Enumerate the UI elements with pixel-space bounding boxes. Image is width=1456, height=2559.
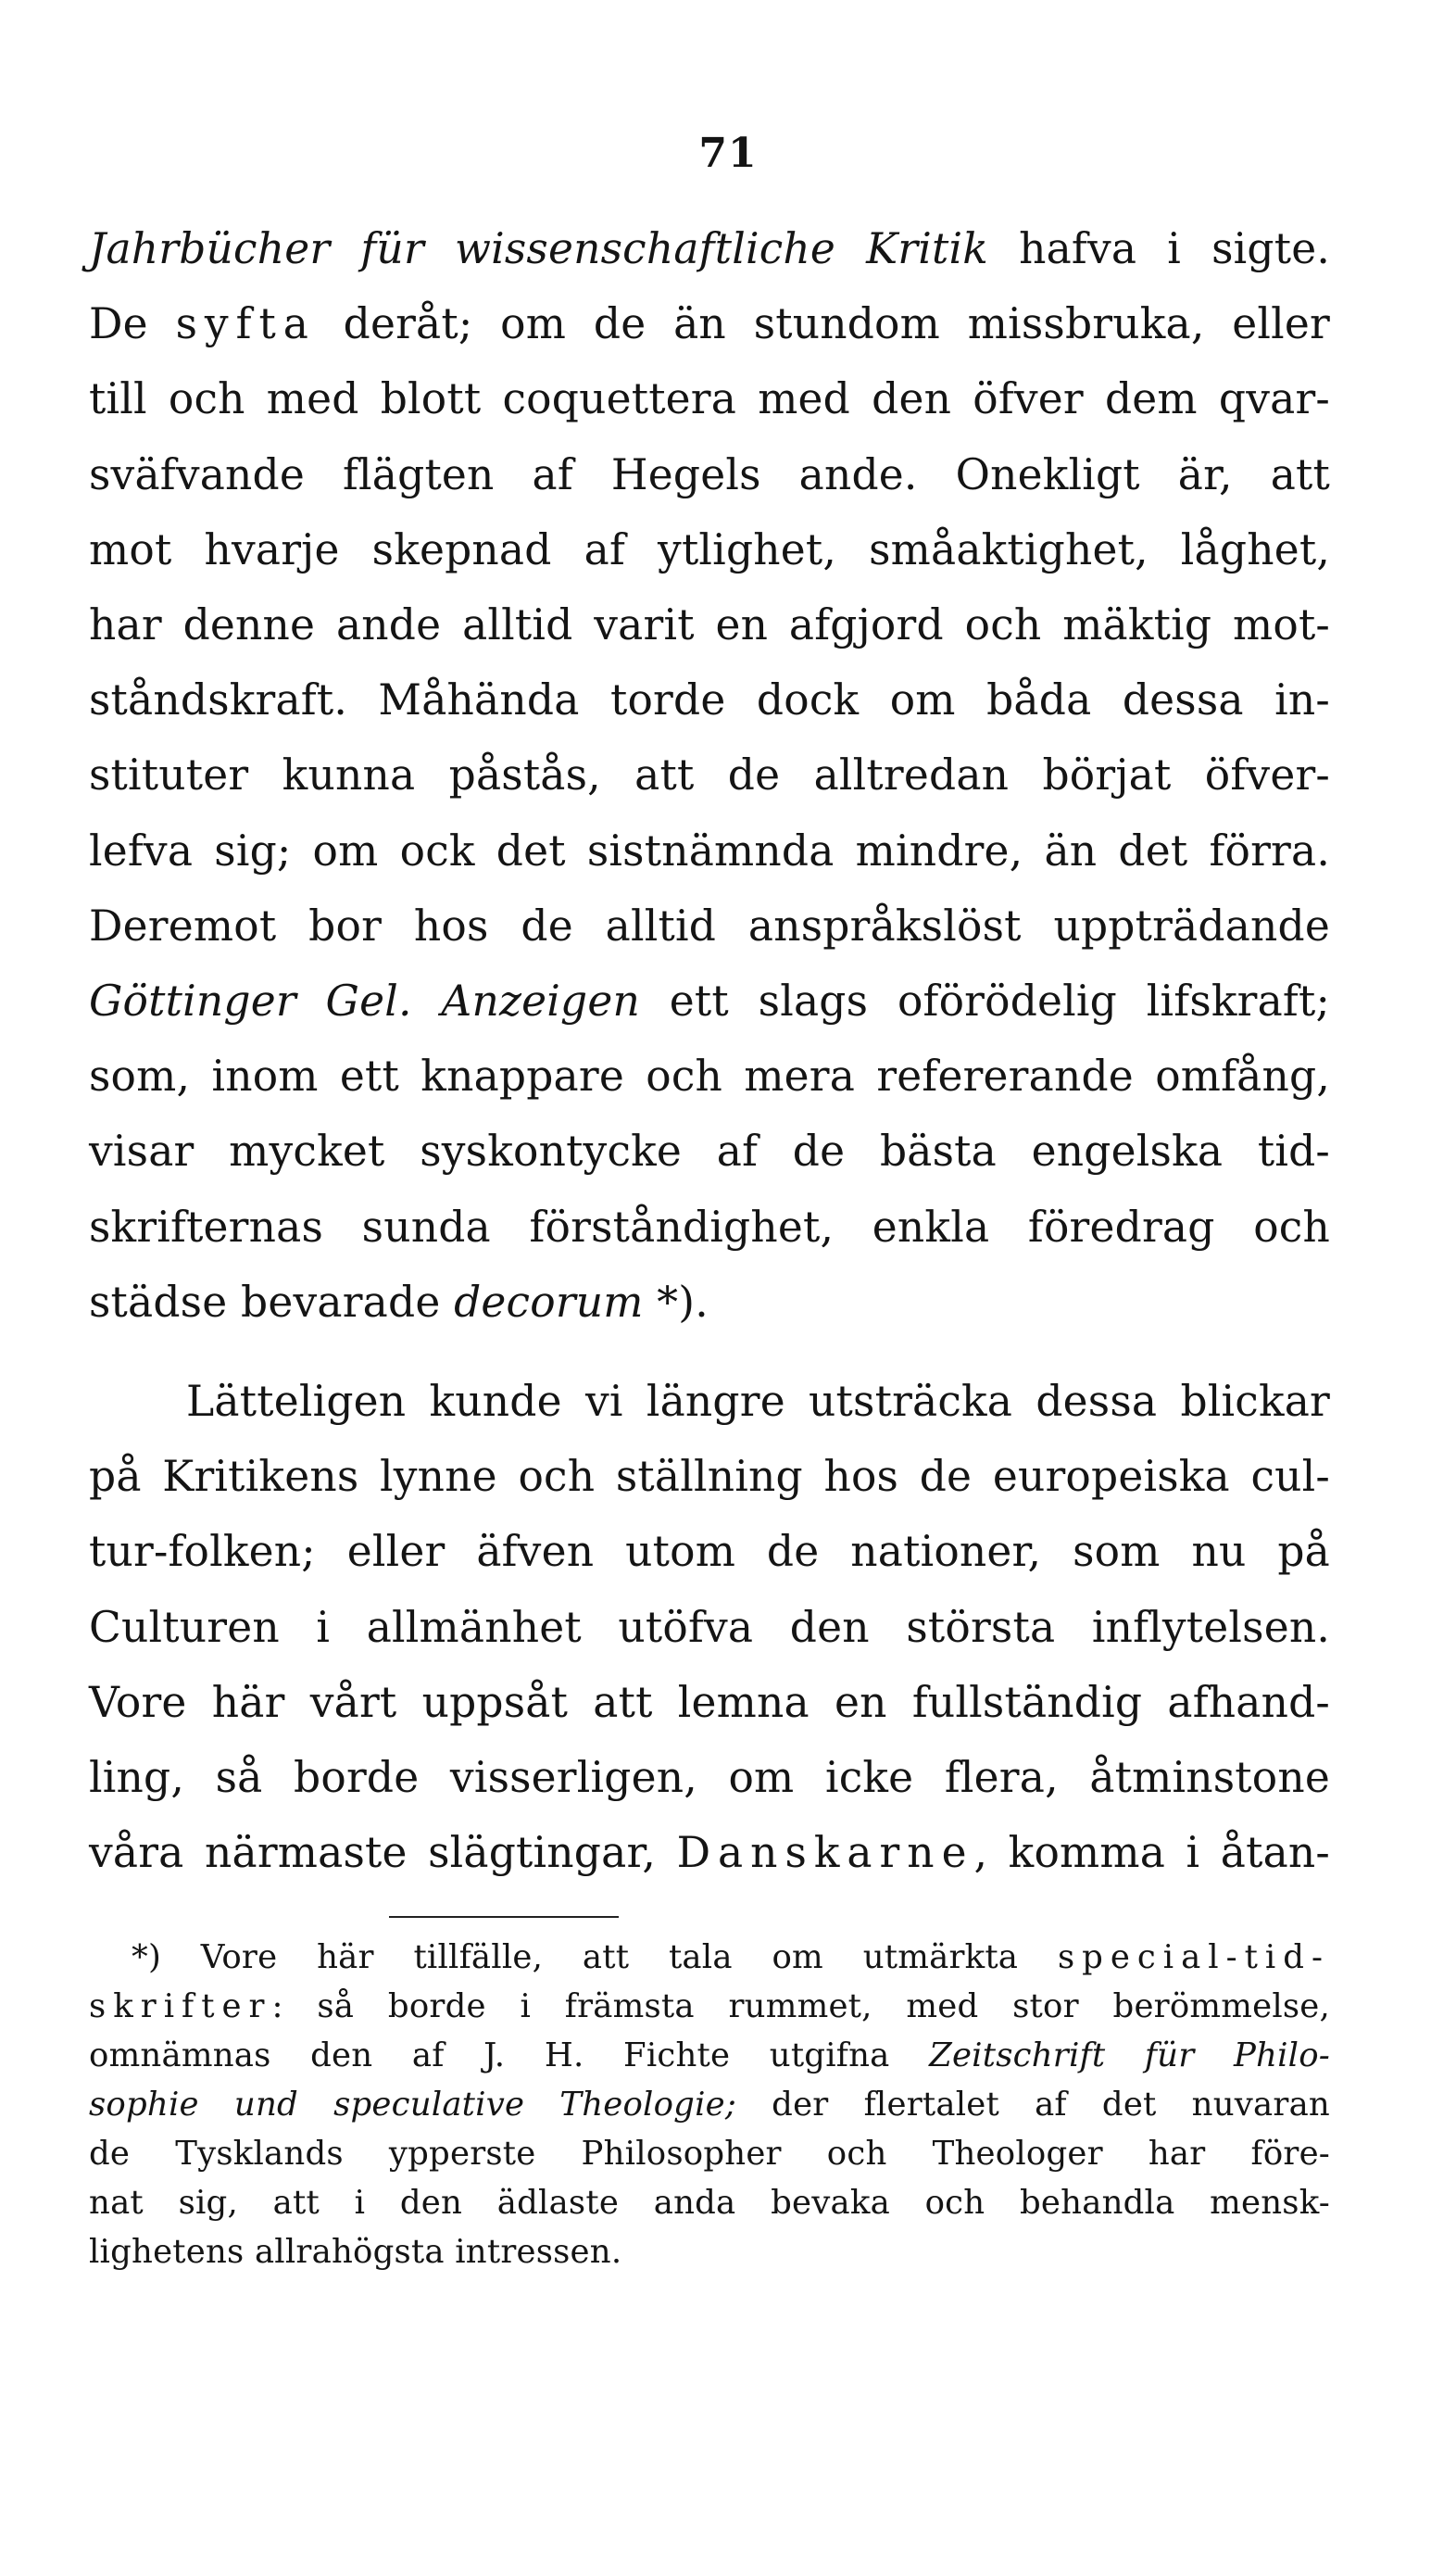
text-line: skrifternas sunda förståndighet, enkla föredrag och: [89, 1202, 1330, 1252]
text-line: har denne ande alltid varit en afgjord och mäktig mot-: [89, 600, 1330, 650]
text-line: våra närmaste slägtingar, Danskarne, komma i åtan-: [89, 1828, 1330, 1878]
journal-title: Jahrbücher für wissenschaftliche Kritik: [89, 224, 988, 273]
text-line: Göttinger Gel. Anzeigen ett slags oförödelig lifskraft;: [89, 977, 1330, 1027]
footnote-line: lighetens allrahögsta intressen.: [89, 2233, 622, 2271]
italic-term: decorum: [454, 1277, 644, 1327]
text-line: som, inom ett knappare och mera refererande omfång,: [89, 1052, 1330, 1102]
text-line: De syfta deråt; om de än stundom missbruka, eller: [89, 299, 1330, 349]
footnote-line: *) Vore här tillfälle, att tala om utmärkta special-tid-: [132, 1938, 1330, 1976]
footnote-divider: [389, 1916, 619, 1918]
spaced-word: Danskarne: [676, 1828, 974, 1878]
text-line: sväfvande flägten af Hegels ande. Onekligt är, att: [89, 449, 1330, 499]
text-line: städse bevarade decorum *).: [89, 1277, 709, 1327]
paragraph-1: [89, 211, 1330, 1340]
footnote-line: skrifter: så borde i främsta rummet, med stor berömmelse,: [89, 1987, 1330, 2025]
text-line: ling, så borde visserligen, om icke flera, åtminstone: [89, 1753, 1330, 1803]
footnote: [89, 1933, 1330, 2276]
footnote-line: sophie und speculative Theologie; der flertalet af det nuvaran: [89, 2086, 1330, 2124]
text-line: stituter kunna påstås, att de alltredan börjat öfver-: [89, 750, 1330, 800]
text-line: Deremot bor hos de alltid anspråkslöst uppträdande: [89, 901, 1330, 951]
spaced-word: skrifter: [89, 1987, 272, 2025]
text-line: mot hvarje skepnad af ytlighet, småaktighet, låghet,: [89, 524, 1330, 574]
text-line: ståndskraft. Måhända torde dock om båda dessa in-: [89, 675, 1330, 725]
text-line: till och med blott coquettera med den öfver dem qvar-: [89, 374, 1330, 424]
journal-title: Zeitschrift für Philo-: [929, 2036, 1330, 2074]
footnote-line: de Tysklands ypperste Philosopher och Theologer har före-: [89, 2135, 1330, 2173]
paragraph-gap: [89, 1340, 1330, 1364]
text-line: på Kritikens lynne och ställning hos de europeiska cul-: [89, 1452, 1330, 1502]
page-number: 71: [698, 130, 758, 177]
text-line: Jahrbücher für wissenschaftliche Kritik hafva i sigte.: [89, 224, 1331, 273]
text-line: Lätteligen kunde vi längre utsträcka dessa blickar: [186, 1377, 1330, 1427]
text-line: Culturen i allmänhet utöfva den största inflytelsen.: [89, 1602, 1330, 1652]
text-line: visar mycket syskontycke af de bästa engelska tid-: [89, 1127, 1330, 1177]
footnote-line: nat sig, att i den ädlaste anda bevaka och behandla mensk-: [89, 2184, 1330, 2222]
spaced-word: special-tid-: [1057, 1938, 1330, 1976]
text-line: Vore här vårt uppsåt att lemna en fullständig afhand-: [89, 1677, 1330, 1727]
paragraph-2: [89, 1364, 1330, 1890]
footnote-line: omnämnas den af J. H. Fichte utgifna Zeitschrift für Philo-: [89, 2036, 1330, 2074]
main-text: [89, 211, 1330, 1890]
text-line: tur-folken; eller äfven utom de nationer, som nu på: [89, 1527, 1330, 1577]
footnote-marker: *).: [643, 1277, 709, 1327]
text-line: lefva sig; om ock det sistnämnda mindre, än det förra.: [89, 826, 1330, 876]
journal-title: sophie und speculative Theologie;: [89, 2086, 737, 2124]
journal-title: Göttinger Gel. Anzeigen: [89, 977, 640, 1027]
spaced-word: syfta: [175, 299, 316, 349]
